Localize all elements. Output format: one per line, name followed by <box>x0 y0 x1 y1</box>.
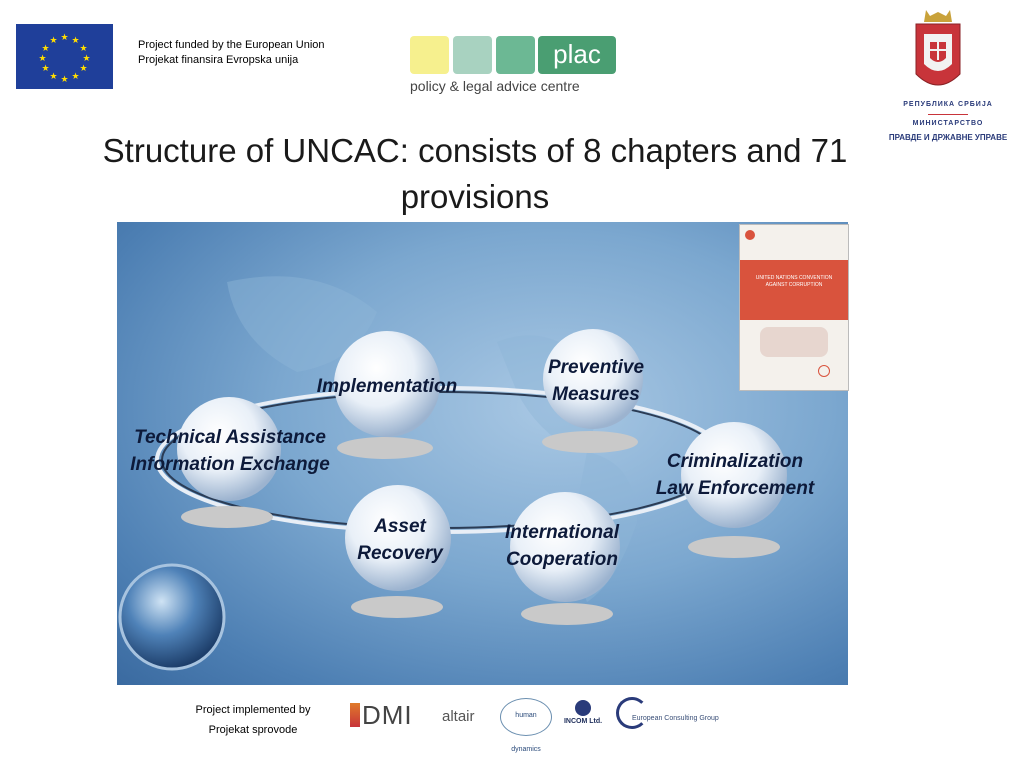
funding-line-en: Project funded by the European Union <box>138 39 325 51</box>
ecg-mark-icon <box>616 697 648 729</box>
serbia-ministry-label: МИНИСТАРСТВО <box>912 120 984 127</box>
label-international-line2: Cooperation <box>506 549 618 570</box>
partner-logo-incom <box>560 700 606 725</box>
svg-text:★: ★ <box>79 44 88 54</box>
plac-square-yellow <box>410 36 449 74</box>
incom-mark-icon <box>575 700 591 716</box>
slide-title-line1: Structure of UNCAC: consists of 8 chapters and 71 <box>102 132 848 169</box>
plac-subtitle: policy & legal advice centre <box>410 78 580 94</box>
implementation-note <box>185 700 321 740</box>
label-criminalization-line1: Criminalization <box>666 451 804 472</box>
eu-flag-logo <box>16 24 113 89</box>
dmi-mark-icon <box>350 703 360 727</box>
serbia-coat-of-arms-icon <box>910 4 966 94</box>
un-emblem-icon <box>745 230 755 240</box>
label-technical-line2: Information Exchange <box>130 454 330 475</box>
partner-ecg-text: European Consulting Group <box>632 715 719 722</box>
svg-text:★: ★ <box>60 75 69 85</box>
svg-text:★: ★ <box>41 44 50 54</box>
serbia-ministry-name: ПРАВДЕ И ДРЖАВНЕ УПРАВЕ <box>888 133 1008 142</box>
label-asset-recovery <box>357 513 443 567</box>
svg-text:★: ★ <box>49 36 58 46</box>
label-technical-line1: Technical Assistance <box>134 427 326 448</box>
globe-icon <box>120 565 224 669</box>
svg-text:★: ★ <box>38 54 47 64</box>
plac-wordmark: plac <box>538 36 616 74</box>
funding-line-sr: Projekat finansira Evropska unija <box>138 54 299 66</box>
implemented-line-en: Project implemented by <box>195 704 311 716</box>
book-title: UNITED NATIONS CONVENTION AGAINST CORRUPTION <box>755 275 833 288</box>
svg-text:★: ★ <box>49 72 58 82</box>
plac-square-green <box>496 36 535 74</box>
label-implementation: Implementation <box>316 376 458 397</box>
partner-dmi-text: DMI <box>362 700 413 730</box>
partner-logo-altair <box>442 708 475 725</box>
slide-title-line2: provisions <box>400 178 550 215</box>
partner-logo-human-dynamics <box>500 698 552 753</box>
book-cover-band <box>740 260 848 320</box>
book-world-map <box>760 327 828 357</box>
label-asset-line2: Recovery <box>357 543 443 564</box>
partner-logo-dmi <box>350 700 413 731</box>
svg-text:★: ★ <box>60 33 69 43</box>
label-international-line1: International <box>504 522 620 543</box>
funding-note <box>138 38 325 68</box>
uncac-book-cover <box>739 224 849 391</box>
partner-incom-text: INCOM Ltd. <box>563 718 603 725</box>
label-criminalization-line2: Law Enforcement <box>655 478 815 499</box>
svg-text:★: ★ <box>79 64 88 74</box>
un-emblem-small-icon <box>818 365 830 377</box>
label-preventive-measures <box>548 354 644 408</box>
partner-human-dynamics-text: human dynamics <box>511 712 541 753</box>
label-preventive-line2: Measures <box>552 384 640 405</box>
svg-text:★: ★ <box>71 36 80 46</box>
svg-text:★: ★ <box>82 54 91 64</box>
serbia-republic-label: РЕПУБЛИКА СРБИЈА <box>903 101 993 108</box>
label-asset-line1: Asset <box>374 516 426 537</box>
partner-logo-european-consulting <box>614 695 719 729</box>
implemented-line-sr: Projekat sprovode <box>208 724 298 736</box>
svg-text:★: ★ <box>41 64 50 74</box>
label-preventive-line1: Preventive <box>547 357 645 378</box>
slide-title <box>60 128 890 220</box>
label-international-cooperation <box>505 519 619 573</box>
label-technical-assistance <box>130 424 330 478</box>
eu-stars-icon <box>16 24 113 89</box>
plac-square-light-green <box>453 36 492 74</box>
label-criminalization <box>656 448 814 502</box>
plac-logo <box>410 34 615 98</box>
partner-altair-text: altair <box>442 708 475 725</box>
serbia-divider <box>928 114 968 115</box>
svg-text:★: ★ <box>71 72 80 82</box>
